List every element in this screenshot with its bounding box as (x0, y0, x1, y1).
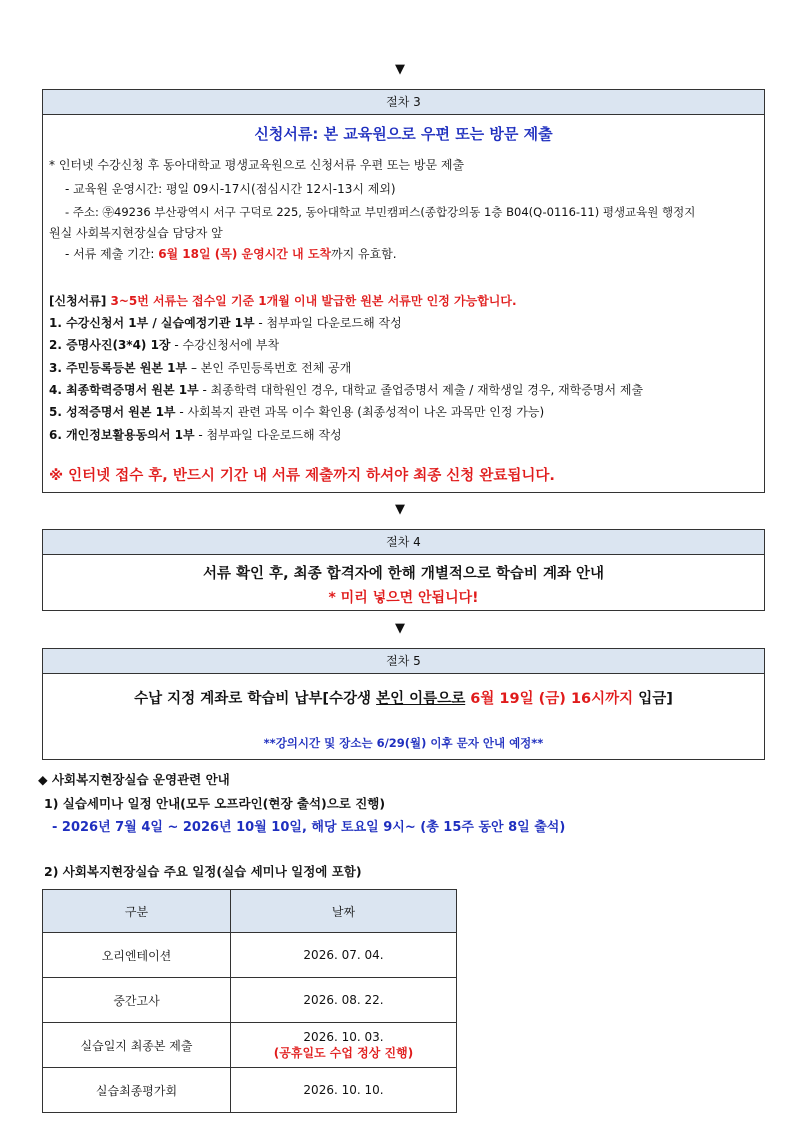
step5-main-a: 수납 지정 계좌로 학습비 납부[수강생 (134, 691, 377, 707)
doc-item-desc: - 사회복지 관련 과목 이수 확인용 (최종성적이 나온 과목만 인정 가능) (175, 405, 545, 419)
step3-deadline (65, 245, 397, 262)
step5-header: 절차 5 (43, 649, 764, 674)
doc-item (49, 403, 544, 420)
docs-heading (49, 292, 517, 309)
deadline-highlight: 6월 18일 (목) 운영시간 내 도착 (158, 247, 332, 261)
table-cell-label: 실습일지 최종본 제출 (43, 1023, 231, 1068)
practicum-item2-title: 2) 사회복지현장실습 주요 일정(실습 세미나 일정에 포함) (44, 864, 362, 879)
step4-header: 절차 4 (43, 530, 764, 555)
table-cell-date: 2026. 10. 10. (231, 1068, 457, 1113)
doc-item-title: 5. 성적증명서 원본 1부 (49, 405, 176, 419)
step5-main (43, 687, 764, 708)
step3-title: 신청서류: 본 교육원으로 우편 또는 방문 제출 (254, 125, 553, 143)
step4-line1: 서류 확인 후, 최종 합격자에 한해 개별적으로 학습비 계좌 안내 (202, 566, 605, 582)
doc-item (49, 381, 643, 398)
step5-main-red: 6월 19일 (금) 16시까지 (470, 691, 634, 707)
table-row (43, 933, 457, 978)
doc-item-desc: – 본인 주민등록번호 전체 공개 (187, 361, 352, 375)
table-header: 구분 (43, 890, 231, 933)
table-row (43, 978, 457, 1023)
doc-item-desc: - 첨부파일 다운로드해 작성 (194, 428, 342, 442)
step3-address-line1: - 주소: ㉾49236 부산광역시 서구 구덕로 225, 동아대학교 부민캠퍼스(종합강의동 1층 B04(Q-0116-11) 평생교육원 행정지 (65, 205, 696, 219)
deadline-prefix: - 서류 제출 기간: (65, 247, 159, 261)
table-row (43, 1068, 457, 1113)
step4-line2: * 미리 넣으면 안됩니다! (328, 590, 479, 606)
arrow-down-icon: ▼ (395, 502, 405, 517)
step5-note: **강의시간 및 장소는 6/29(월) 이후 문자 안내 예정** (263, 736, 544, 750)
step3-address-line2: 원실 사회복지현장실습 담당자 앞 (49, 226, 223, 240)
doc-item-desc: - 수강신청서에 부착 (170, 338, 280, 352)
doc-item (49, 336, 279, 353)
step3-header: 절차 3 (43, 90, 764, 115)
table-cell-label: 중간고사 (43, 978, 231, 1023)
table-row (43, 1023, 457, 1068)
practicum-heading: ◆ 사회복지현장실습 운영관련 안내 (38, 772, 230, 787)
table-header-row (43, 890, 457, 933)
doc-item-desc: - 최종학력 대학원인 경우, 대학교 졸업증명서 제출 / 재학생일 경우, 재학증명서 제출 (198, 383, 644, 397)
step5-box (42, 648, 765, 760)
doc-item-title: 4. 최종학력증명서 원본 1부 (49, 383, 199, 397)
step4-box (42, 529, 765, 611)
step3-intro: * 인터넷 수강신청 후 동아대학교 평생교육원으로 신청서류 우편 또는 방문 제출 (49, 158, 465, 172)
docs-note: 3~5번 서류는 접수일 기준 1개월 이내 발급한 원본 서류만 인정 가능합니다. (110, 294, 517, 308)
doc-item (49, 314, 402, 331)
doc-item (49, 426, 342, 443)
docs-label: [신청서류] (49, 294, 111, 308)
table-cell-date (231, 1023, 457, 1068)
doc-item-title: 2. 증명사진(3*4) 1장 (49, 338, 171, 352)
table-cell-date-value: 2026. 10. 03. (303, 1029, 384, 1044)
arrow-down-icon: ▼ (395, 621, 405, 636)
schedule-table (42, 889, 457, 1113)
table-cell-date: 2026. 08. 22. (231, 978, 457, 1023)
practicum-item1-detail: - 2026년 7월 4일 ~ 2026년 10월 10일, 해당 토요일 9시~ (총 15주 동안 8일 출석) (52, 820, 566, 835)
table-cell-label: 실습최종평가회 (43, 1068, 231, 1113)
table-cell-label: 오리엔테이션 (43, 933, 231, 978)
doc-item-title: 1. 수강신청서 1부 / 실습예정기관 1부 (49, 316, 255, 330)
step3-box (42, 89, 765, 493)
table-cell-date: 2026. 07. 04. (231, 933, 457, 978)
deadline-suffix: 까지 유효함. (331, 247, 397, 261)
arrow-down-icon: ▼ (395, 62, 405, 77)
step3-warning: ※ 인터넷 접수 후, 반드시 기간 내 서류 제출까지 하셔야 최종 신청 완료됩니다. (49, 468, 555, 484)
table-header: 날짜 (231, 890, 457, 933)
step5-main-underline: 본인 이름으로 (376, 691, 466, 707)
doc-item-desc: - 첨부파일 다운로드해 작성 (254, 316, 402, 330)
step3-hours: - 교육원 운영시간: 평일 09시-17시(점심시간 12시-13시 제외) (65, 182, 396, 196)
step5-main-c: 입금] (633, 691, 673, 707)
table-cell-note: (공휴일도 수업 정상 진행) (273, 1045, 414, 1060)
practicum-item1-title: 1) 실습세미나 일정 안내(모두 오프라인(현장 출석)으로 진행) (44, 796, 386, 811)
doc-item (49, 359, 351, 376)
doc-item-title: 6. 개인정보활용동의서 1부 (49, 428, 195, 442)
doc-item-title: 3. 주민등록등본 원본 1부 (49, 361, 188, 375)
